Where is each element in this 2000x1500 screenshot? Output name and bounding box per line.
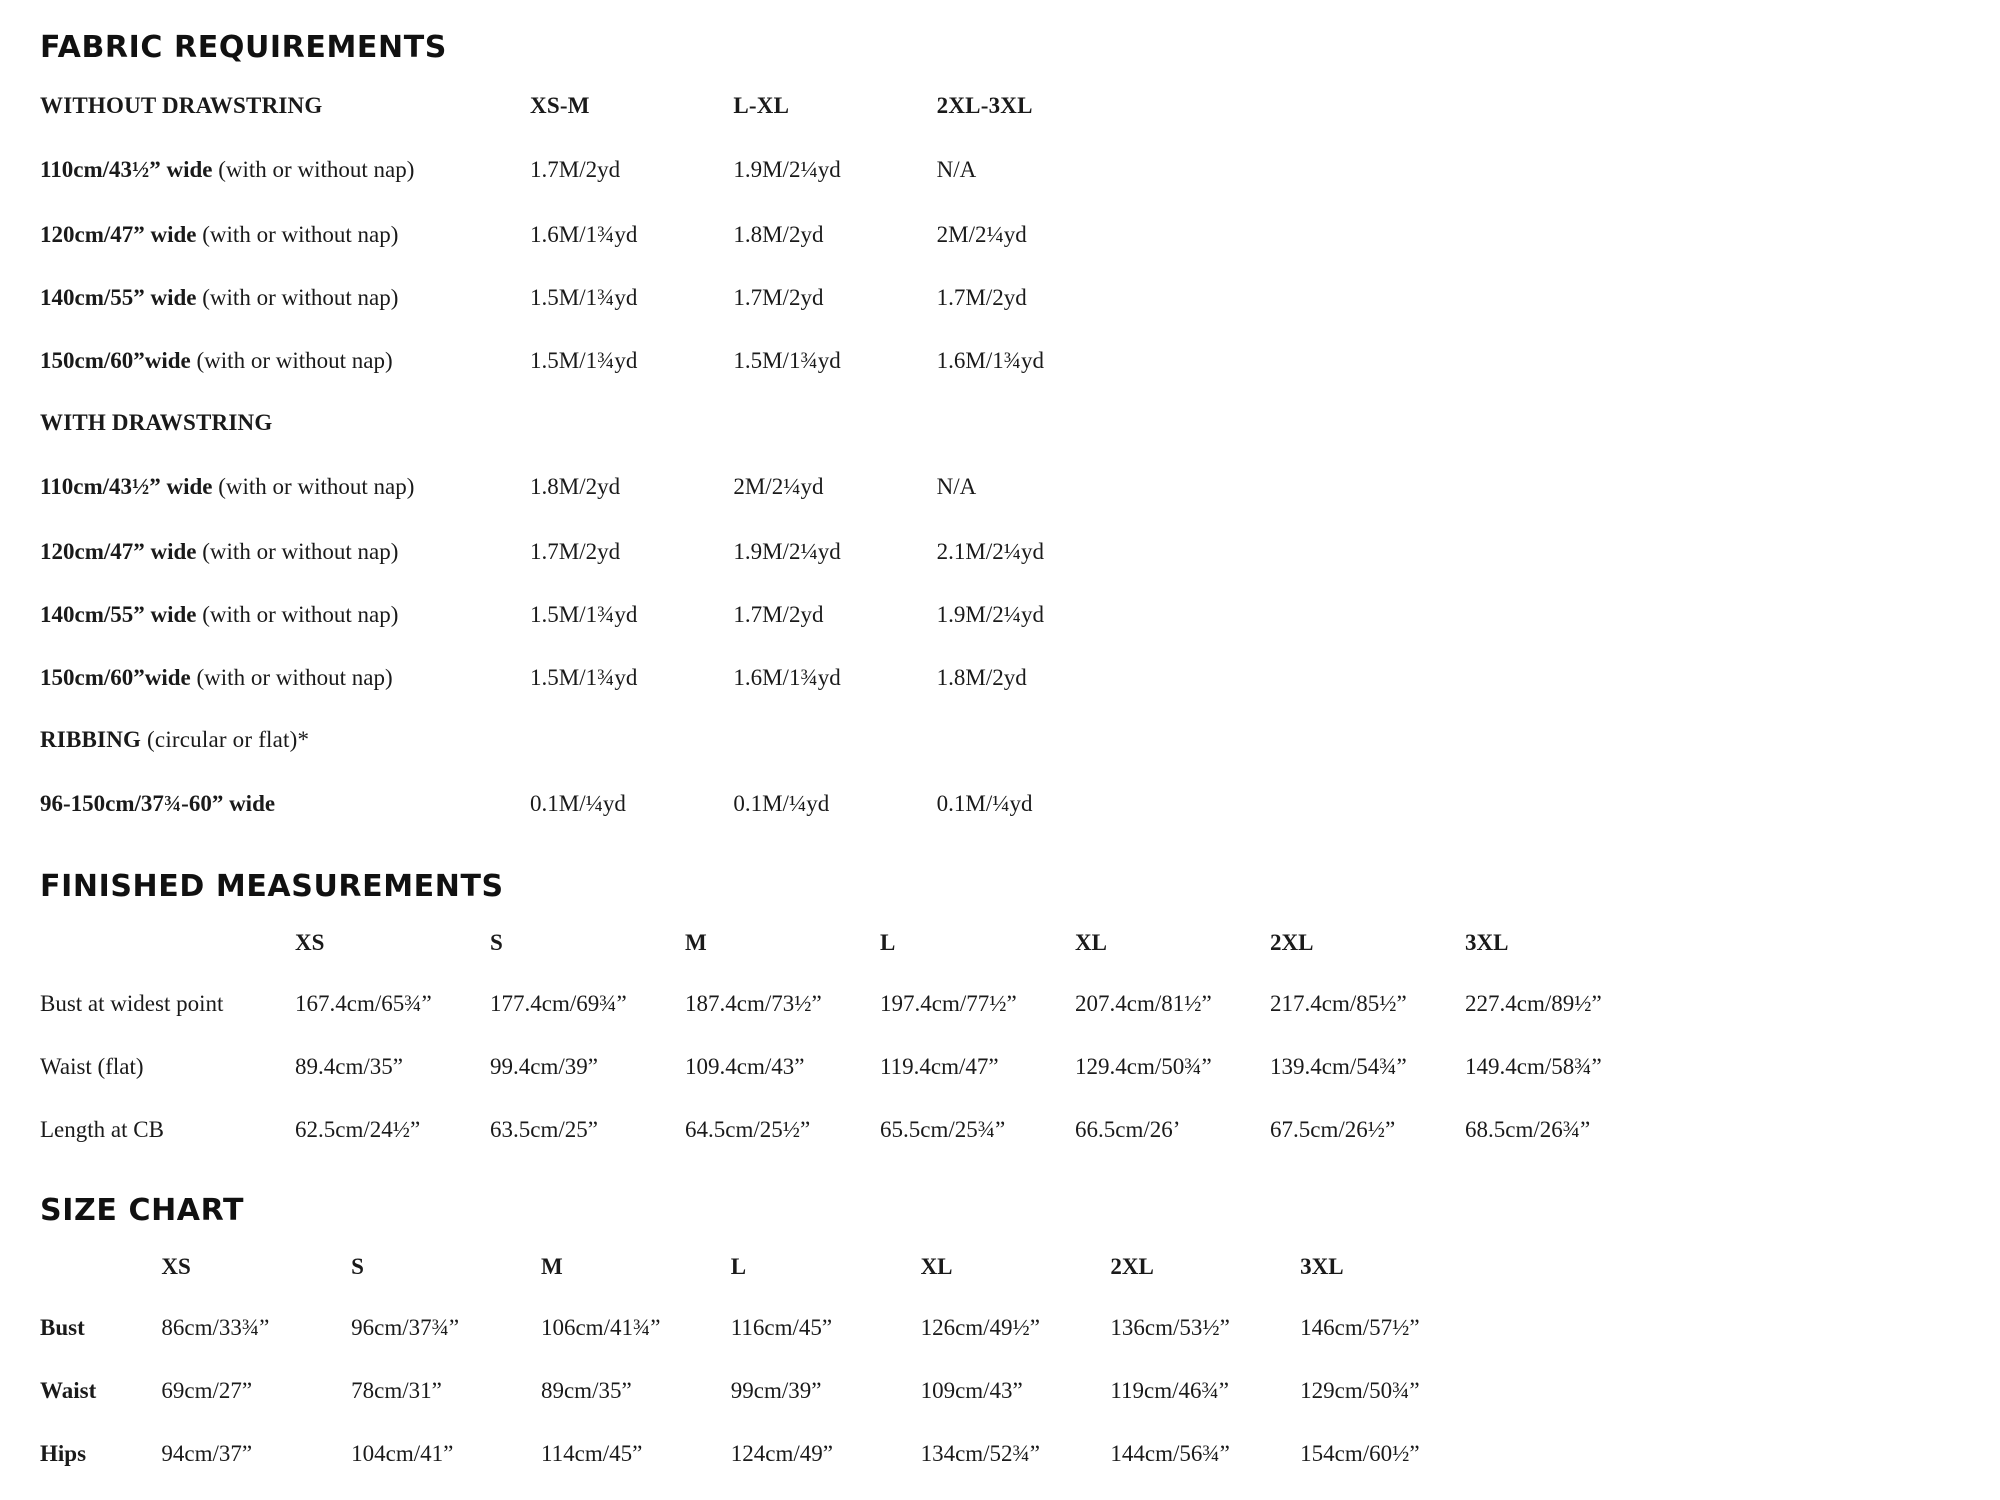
fabric-width-note: (with or without nap) bbox=[218, 157, 415, 182]
ribbing-width-bold: 96-150cm/37¾-60” wide bbox=[40, 791, 276, 816]
measurement-2xl: 139.4cm/54¾” bbox=[1270, 1054, 1407, 1079]
size-value-s: 96cm/37¾” bbox=[351, 1315, 460, 1340]
size-value-xl: 126cm/49½” bbox=[920, 1315, 1041, 1340]
spacer-cell bbox=[937, 709, 1140, 771]
table-row bbox=[40, 137, 1140, 203]
subheader-label-ribbing bbox=[40, 709, 530, 771]
measurement-xl: 129.4cm/50¾” bbox=[1075, 1054, 1212, 1079]
table-row bbox=[40, 454, 1140, 520]
measurement-xs: 89.4cm/35” bbox=[295, 1054, 403, 1079]
spacer-cell bbox=[733, 709, 936, 771]
table-row bbox=[40, 1359, 1490, 1422]
fabric-value-2xl-3xl: 1.8M/2yd bbox=[936, 665, 1027, 690]
table-row bbox=[40, 329, 1140, 392]
row-label-bust: Bust bbox=[40, 1315, 85, 1340]
fabric-value-2xl-3xl: N/A bbox=[936, 474, 977, 499]
fabric-width-label bbox=[40, 583, 530, 646]
column-header-3xl: 3XL bbox=[1300, 1254, 1344, 1279]
table-header-row bbox=[40, 914, 1660, 972]
size-value-xl: 134cm/52¾” bbox=[920, 1441, 1041, 1466]
subheader-label-without-drawstring: WITHOUT DRAWSTRING bbox=[40, 93, 323, 118]
fabric-value-2xl-3xl: 1.7M/2yd bbox=[936, 285, 1027, 310]
table-row bbox=[40, 266, 1140, 329]
ribbing-bold: RIBBING bbox=[40, 727, 142, 752]
fabric-value-l-xl: 1.8M/2yd bbox=[733, 222, 824, 247]
fabric-width-bold: 140cm/55” wide bbox=[40, 602, 197, 627]
row-label-length-at-cb: Length at CB bbox=[40, 1117, 164, 1142]
fabric-value-l-xl: 2M/2¼yd bbox=[733, 474, 824, 499]
row-label-waist: Waist bbox=[40, 1378, 97, 1403]
size-value-3xl: 154cm/60½” bbox=[1300, 1441, 1420, 1466]
size-value-2xl: 144cm/56¾” bbox=[1110, 1441, 1230, 1466]
fabric-value-l-xl: 1.6M/1¾yd bbox=[733, 665, 841, 690]
size-value-s: 78cm/31” bbox=[351, 1378, 442, 1403]
measurement-3xl: 149.4cm/58¾” bbox=[1465, 1054, 1602, 1079]
measurement-3xl: 68.5cm/26¾” bbox=[1465, 1117, 1591, 1142]
measurement-xs: 167.4cm/65¾” bbox=[295, 991, 432, 1016]
column-header-xl: XL bbox=[920, 1254, 953, 1279]
column-header-2xl: 2XL bbox=[1270, 930, 1314, 955]
table-row bbox=[40, 771, 1140, 837]
spacer-cell bbox=[40, 914, 295, 972]
ribbing-value-2xl-3xl: 0.1M/¼yd bbox=[936, 791, 1033, 816]
column-header-l: L bbox=[880, 930, 896, 955]
fabric-width-bold: 120cm/47” wide bbox=[40, 539, 197, 564]
fabric-value-xs-m: 1.5M/1¾yd bbox=[530, 665, 638, 690]
fabric-value-xs-m: 1.7M/2yd bbox=[530, 157, 621, 182]
size-value-m: 89cm/35” bbox=[540, 1378, 632, 1403]
fabric-width-note: (with or without nap) bbox=[196, 348, 393, 373]
fabric-value-xs-m: 1.5M/1¾yd bbox=[530, 285, 638, 310]
fabric-width-label bbox=[40, 454, 530, 520]
fabric-width-note: (with or without nap) bbox=[218, 474, 415, 499]
fabric-width-label bbox=[40, 203, 530, 266]
fabric-value-l-xl: 1.9M/2¼yd bbox=[733, 157, 841, 182]
spacer-cell bbox=[40, 1238, 161, 1296]
row-label-hips: Hips bbox=[40, 1441, 87, 1466]
page-title-finished-measurements: FINISHED MEASUREMENTS bbox=[40, 869, 504, 904]
fabric-value-2xl-3xl: N/A bbox=[936, 157, 977, 182]
fabric-width-bold: 140cm/55” wide bbox=[40, 285, 197, 310]
fabric-value-xs-m: 1.5M/1¾yd bbox=[530, 602, 638, 627]
spacer-cell bbox=[530, 392, 733, 454]
table-row bbox=[40, 972, 1660, 1035]
table-row bbox=[40, 1035, 1660, 1098]
row-label-waist-flat: Waist (flat) bbox=[40, 1054, 144, 1079]
table-row bbox=[40, 1296, 1490, 1359]
fabric-width-bold: 110cm/43½” wide bbox=[40, 157, 213, 182]
fabric-value-xs-m: 1.8M/2yd bbox=[530, 474, 621, 499]
size-value-m: 106cm/41¾” bbox=[540, 1315, 661, 1340]
fabric-value-xs-m: 1.6M/1¾yd bbox=[530, 222, 638, 247]
measurement-s: 177.4cm/69¾” bbox=[490, 991, 627, 1016]
fabric-width-label bbox=[40, 329, 530, 392]
measurement-m: 109.4cm/43” bbox=[685, 1054, 805, 1079]
ribbing-value-xs-m: 0.1M/¼yd bbox=[530, 791, 626, 816]
row-label-bust-at-widest-point: Bust at widest point bbox=[40, 991, 224, 1016]
finished-measurements-table bbox=[40, 914, 1660, 1161]
table-row bbox=[40, 203, 1140, 266]
column-header-xs: XS bbox=[161, 1254, 191, 1279]
table-subheader-without-drawstring bbox=[40, 75, 1140, 137]
column-header-l: L bbox=[730, 1254, 747, 1279]
fabric-width-note: (with or without nap) bbox=[202, 539, 399, 564]
measurement-s: 99.4cm/39” bbox=[490, 1054, 598, 1079]
measurement-l: 197.4cm/77½” bbox=[880, 991, 1017, 1016]
table-row bbox=[40, 1422, 1490, 1485]
ribbing-note: (circular or flat)* bbox=[147, 727, 310, 752]
size-value-3xl: 129cm/50¾” bbox=[1300, 1378, 1420, 1403]
size-value-s: 104cm/41” bbox=[351, 1441, 454, 1466]
measurement-l: 119.4cm/47” bbox=[880, 1054, 999, 1079]
fabric-value-l-xl: 1.9M/2¼yd bbox=[733, 539, 841, 564]
measurement-3xl: 227.4cm/89½” bbox=[1465, 991, 1602, 1016]
column-header-xs-m: XS-M bbox=[530, 93, 590, 118]
fabric-width-label bbox=[40, 646, 530, 709]
size-value-xs: 69cm/27” bbox=[161, 1378, 253, 1403]
spacer-cell bbox=[937, 392, 1140, 454]
size-value-l: 124cm/49” bbox=[730, 1441, 833, 1466]
table-row bbox=[40, 583, 1140, 646]
column-header-3xl: 3XL bbox=[1465, 930, 1509, 955]
table-row bbox=[40, 646, 1140, 709]
fabric-width-note: (with or without nap) bbox=[202, 222, 399, 247]
table-row bbox=[40, 1098, 1660, 1161]
size-value-2xl: 119cm/46¾” bbox=[1110, 1378, 1229, 1403]
column-header-s: S bbox=[490, 930, 503, 955]
fabric-value-2xl-3xl: 1.6M/1¾yd bbox=[936, 348, 1045, 373]
fabric-value-l-xl: 1.5M/1¾yd bbox=[733, 348, 841, 373]
page-title-size-chart: SIZE CHART bbox=[40, 1193, 245, 1228]
measurement-s: 63.5cm/25” bbox=[490, 1117, 598, 1142]
fabric-width-label bbox=[40, 266, 530, 329]
table-subheader-ribbing bbox=[40, 709, 1140, 771]
measurement-l: 65.5cm/25¾” bbox=[880, 1117, 1006, 1142]
size-value-xl: 109cm/43” bbox=[920, 1378, 1023, 1403]
subheader-label-with-drawstring: WITH DRAWSTRING bbox=[40, 410, 273, 435]
column-header-xl: XL bbox=[1075, 930, 1107, 955]
spacer-cell bbox=[733, 392, 936, 454]
table-row bbox=[40, 520, 1140, 583]
ribbing-width-label bbox=[40, 771, 530, 837]
size-value-3xl: 146cm/57½” bbox=[1300, 1315, 1420, 1340]
column-header-2xl: 2XL bbox=[1110, 1254, 1154, 1279]
column-header-xs: XS bbox=[295, 930, 325, 955]
measurement-xl: 207.4cm/81½” bbox=[1075, 991, 1212, 1016]
measurement-xs: 62.5cm/24½” bbox=[295, 1117, 421, 1142]
fabric-width-bold: 150cm/60”wide bbox=[40, 665, 191, 690]
size-value-xs: 94cm/37” bbox=[161, 1441, 253, 1466]
size-value-m: 114cm/45” bbox=[540, 1441, 643, 1466]
page-title-fabric-requirements: FABRIC REQUIREMENTS bbox=[40, 30, 447, 65]
fabric-value-2xl-3xl: 2.1M/2¼yd bbox=[936, 539, 1045, 564]
size-value-l: 99cm/39” bbox=[730, 1378, 822, 1403]
column-header-s: S bbox=[351, 1254, 364, 1279]
fabric-value-2xl-3xl: 1.9M/2¼yd bbox=[936, 602, 1045, 627]
fabric-width-bold: 110cm/43½” wide bbox=[40, 474, 213, 499]
fabric-width-label bbox=[40, 137, 530, 203]
measurement-2xl: 67.5cm/26½” bbox=[1270, 1117, 1396, 1142]
fabric-requirements-table bbox=[40, 75, 1140, 837]
fabric-width-note: (with or without nap) bbox=[202, 285, 399, 310]
ribbing-value-l-xl: 0.1M/¼yd bbox=[733, 791, 830, 816]
fabric-value-xs-m: 1.5M/1¾yd bbox=[530, 348, 638, 373]
fabric-value-xs-m: 1.7M/2yd bbox=[530, 539, 621, 564]
column-header-m: M bbox=[540, 1254, 563, 1279]
measurement-m: 187.4cm/73½” bbox=[685, 991, 822, 1016]
measurement-m: 64.5cm/25½” bbox=[685, 1117, 811, 1142]
size-value-2xl: 136cm/53½” bbox=[1110, 1315, 1230, 1340]
spacer-cell bbox=[530, 709, 733, 771]
fabric-value-2xl-3xl: 2M/2¼yd bbox=[936, 222, 1027, 247]
fabric-width-bold: 120cm/47” wide bbox=[40, 222, 197, 247]
measurement-xl: 66.5cm/26’ bbox=[1075, 1117, 1181, 1142]
fabric-value-l-xl: 1.7M/2yd bbox=[733, 285, 824, 310]
table-subheader-with-drawstring bbox=[40, 392, 1140, 454]
size-value-l: 116cm/45” bbox=[730, 1315, 833, 1340]
fabric-width-label bbox=[40, 520, 530, 583]
size-chart-table bbox=[40, 1238, 1490, 1485]
measurement-2xl: 217.4cm/85½” bbox=[1270, 991, 1407, 1016]
column-header-m: M bbox=[685, 930, 707, 955]
table-header-row bbox=[40, 1238, 1490, 1296]
fabric-value-l-xl: 1.7M/2yd bbox=[733, 602, 824, 627]
fabric-width-note: (with or without nap) bbox=[196, 665, 393, 690]
column-header-2xl-3xl: 2XL-3XL bbox=[936, 93, 1033, 118]
fabric-width-note: (with or without nap) bbox=[202, 602, 399, 627]
column-header-l-xl: L-XL bbox=[733, 93, 790, 118]
fabric-width-bold: 150cm/60”wide bbox=[40, 348, 191, 373]
size-value-xs: 86cm/33¾” bbox=[161, 1315, 270, 1340]
